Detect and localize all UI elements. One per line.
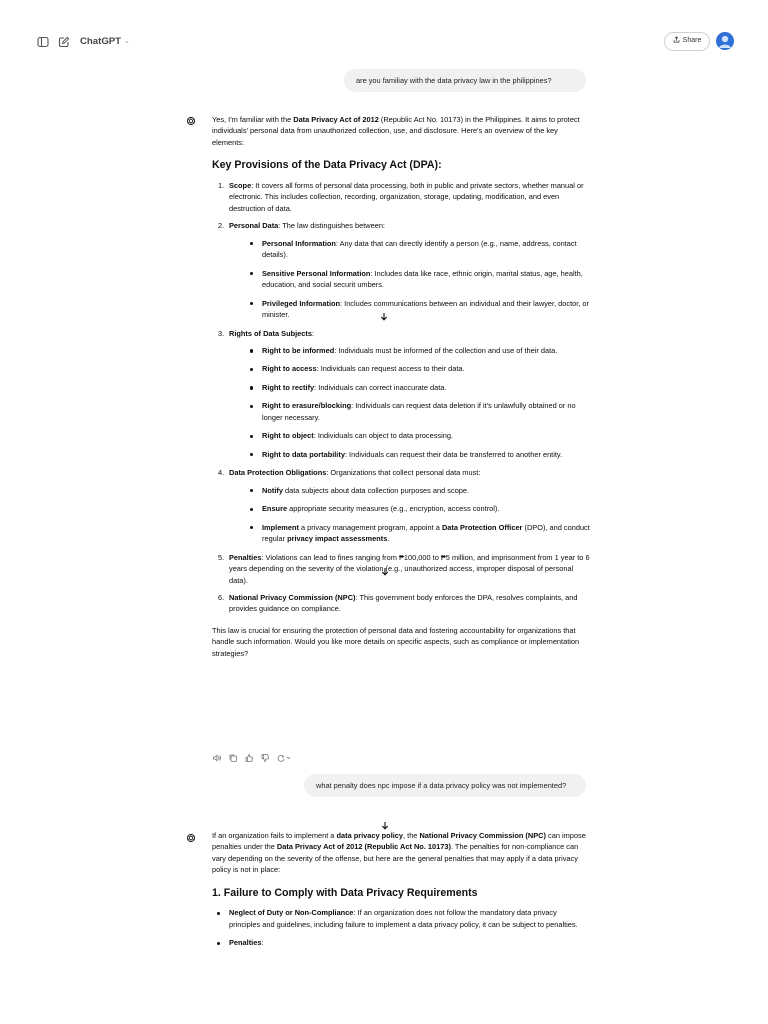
list-number: 1. — [218, 180, 225, 190]
bold-text: Data Protection Officer — [441, 522, 523, 532]
list-item — [212, 180, 590, 214]
list-number: 6. — [218, 593, 225, 602]
item-title: Penalties — [229, 938, 262, 948]
item-text: : It covers all forms of personal data processing, both in public and private sectors, whether manual or electronic. This includes collection, recording, organization, storage, updating, modification, and even destruction of data. — [229, 180, 584, 213]
item-text: : Individuals must be informed of the collection and use of their data. — [334, 345, 558, 355]
openai-logo-icon — [186, 116, 196, 126]
list-item — [212, 328, 590, 461]
item-title: Personal Information — [262, 238, 336, 248]
model-selector[interactable] — [80, 35, 130, 50]
list-item — [245, 485, 590, 496]
read-aloud-icon[interactable] — [212, 753, 222, 763]
list-item — [245, 449, 590, 460]
arrow-down-icon[interactable] — [380, 820, 390, 830]
item-title: Personal Data — [229, 221, 279, 231]
list-item — [245, 382, 590, 393]
personal-data-list — [229, 238, 590, 321]
assistant-message — [212, 830, 590, 956]
text: can impose penalties under the — [212, 831, 586, 852]
item-title: Penalties — [229, 552, 262, 562]
item-title: Privileged Information — [262, 298, 341, 308]
text: . The penalties for non-compliance can vary depending on the severity of the offense, but here are the general penalties that may apply if a data privacy policy is not in place: — [212, 842, 579, 875]
list-item — [245, 503, 590, 514]
arrow-down-icon[interactable] — [379, 311, 389, 321]
new-chat-icon[interactable] — [58, 36, 70, 48]
outro-paragraph: This law is crucial for ensuring the protection of personal data and fostering accountability for organizations that handle such information. Would you like more details on specific aspects, such as compliance or implementation strategies? — [212, 625, 580, 658]
thumbs-up-icon[interactable] — [244, 753, 254, 763]
list-item — [212, 907, 590, 930]
list-item — [245, 298, 590, 321]
item-title: Data Protection Obligations — [229, 468, 327, 478]
text: Yes, I'm familiar with the — [212, 115, 294, 124]
list-item — [245, 430, 590, 441]
bold-text: Data Privacy Act of 2012 (Republic Act No. 10173) — [276, 842, 451, 852]
share-button[interactable] — [664, 32, 710, 51]
text: (Republic Act No. 10173) in the Philippines. It aims to protect individuals' personal data from unauthorized collection, use, and disclosure. Here's an overview of the key elements: — [212, 115, 580, 147]
item-text: : Individuals can request access to their data. — [316, 364, 465, 374]
bold-text: Implement — [262, 522, 299, 532]
bold-text: Data Privacy Act of 2012 — [293, 115, 379, 124]
list-item — [212, 220, 590, 320]
list-item — [245, 400, 590, 423]
user-message: what penalty does npc impose if a data privacy policy was not implemented? — [304, 774, 586, 797]
item-text: : Includes communications between an individual and their lawyer, doctor, or minister. — [262, 298, 589, 320]
item-text: . — [387, 534, 390, 544]
bold-text: Notify — [262, 485, 283, 495]
item-title: National Privacy Commission (NPC) — [229, 593, 356, 602]
item-title: Right to data portability — [262, 449, 345, 459]
item-text: : Organizations that collect personal data must: — [326, 468, 481, 478]
list-number: 5. — [218, 552, 225, 562]
list-item — [245, 522, 590, 545]
item-text: : Individuals can request their data be transferred to another entity. — [344, 449, 563, 459]
item-text: : If an organization does not follow the mandatory data privacy principles and guidelines, including failure to implement a data privacy policy, it can be subject to penalties. — [229, 908, 578, 929]
item-text: : Individuals can correct inaccurate data. — [314, 382, 447, 392]
bold-text: Ensure — [262, 504, 288, 514]
arrow-down-icon[interactable] — [380, 566, 390, 576]
provisions-list — [212, 180, 590, 615]
share-icon — [673, 36, 680, 48]
item-title: Scope — [229, 180, 252, 190]
section-heading: Key Provisions of the Data Privacy Act (DPA): — [212, 159, 442, 172]
model-name: ChatGPT — [80, 36, 122, 47]
item-title: Sensitive Personal Information — [262, 268, 371, 278]
item-text: : This government body enforces the DPA, resolves complaints, and provides guidance on compliance. — [229, 593, 578, 614]
list-item — [245, 238, 590, 261]
sidebar-toggle-icon[interactable] — [37, 36, 49, 48]
item-text: a privacy management program, appoint a — [298, 522, 442, 532]
list-item — [245, 363, 590, 374]
intro-paragraph — [212, 114, 590, 148]
avatar[interactable] — [716, 32, 734, 50]
item-title: Right to object — [262, 431, 314, 441]
item-title: Right to rectify — [262, 382, 315, 392]
rights-list — [229, 345, 590, 460]
openai-logo-icon — [186, 833, 196, 843]
item-text: : — [261, 938, 264, 948]
list-number: 2. — [218, 221, 225, 231]
item-text: (DPO), and conduct regular — [262, 522, 590, 544]
item-text: : The law distinguishes between: — [278, 221, 385, 231]
list-item — [212, 467, 590, 544]
assistant-message — [212, 114, 590, 667]
share-label: Share — [682, 37, 702, 45]
copy-icon[interactable] — [228, 753, 238, 763]
list-number: 4. — [218, 468, 225, 478]
penalty-list — [212, 907, 590, 948]
item-text: : Violations can lead to fines ranging from ₱100,000 to ₱5 million, and imprisonment from 1 year to 6 years depending on the severity of the violation (e.g., unauthorized access, improper disposal of personal data). — [229, 552, 590, 585]
item-text: : Any data that can directly identify a person (e.g., name, address, contact details). — [262, 238, 577, 260]
section-heading: 1. Failure to Comply with Data Privacy Requirements — [212, 886, 478, 899]
item-title: Rights of Data Subjects — [229, 328, 312, 338]
list-item — [212, 552, 590, 586]
item-title: Right to be informed — [262, 345, 335, 355]
thumbs-down-icon[interactable] — [260, 753, 270, 763]
list-item — [212, 937, 590, 948]
list-number: 3. — [218, 328, 225, 338]
list-item — [245, 345, 590, 356]
text: If an organization fails to implement a — [212, 831, 337, 840]
item-text: appropriate security measures (e.g., encryption, access control). — [287, 504, 500, 514]
bold-text: privacy impact assessments — [287, 534, 388, 544]
intro-paragraph — [212, 830, 590, 876]
bold-text: National Privacy Commission (NPC) — [419, 831, 546, 840]
chevron-down-icon: ⌄ — [124, 38, 130, 45]
item-text: : Individuals can request data deletion if it's unlawfully obtained or no longer necessary. — [262, 401, 576, 422]
item-text: : Individuals can object to data processing. — [313, 431, 454, 441]
item-title: Neglect of Duty or Non-Compliance — [229, 908, 354, 918]
item-text: : Includes data like race, ethnic origin, marital status, age, health, education, and social securit umbers. — [262, 268, 583, 290]
obligations-list — [229, 485, 590, 545]
item-text: data subjects about data collection purposes and scope. — [282, 485, 470, 495]
item-title: Right to erasure/blocking — [262, 401, 352, 411]
item-text: : — [311, 328, 315, 338]
regenerate-icon[interactable] — [276, 753, 292, 763]
item-title: Right to access — [262, 364, 317, 374]
bold-text: data privacy policy — [336, 831, 404, 840]
message-actions — [212, 752, 292, 764]
user-message: are you familiay with the data privacy law in the philippines? — [344, 69, 586, 92]
list-item — [245, 268, 590, 291]
list-item — [212, 592, 590, 615]
text: , the — [403, 831, 420, 840]
